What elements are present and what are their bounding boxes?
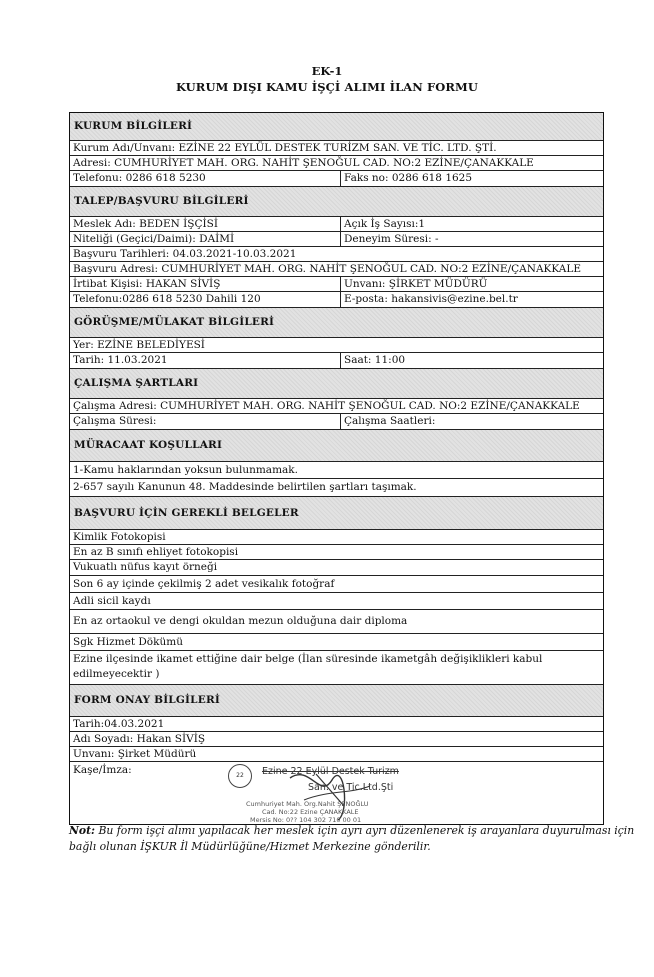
section-title: KURUM BİLGİLERİ <box>74 120 193 133</box>
section-calisma <box>70 369 603 399</box>
deneyim-suresi: Deneyim Süresi: - <box>340 232 603 246</box>
list-item <box>70 593 603 610</box>
calisma-saatleri: Çalışma Saatleri: <box>340 414 603 429</box>
belge-item-5: Adli sicil kaydı <box>73 594 151 607</box>
kurum-contact-row <box>70 171 603 187</box>
kurum-address-row <box>70 156 603 171</box>
section-title: GÖRÜŞME/MÜLAKAT BİLGİLERİ <box>74 316 275 329</box>
belge-item-2: En az B sınıfı ehliyet fotokopisi <box>73 545 239 558</box>
section-muracaat <box>70 430 603 462</box>
irtibat-unvani: Unvanı: ŞİRKET MÜDÜRÜ <box>340 277 603 291</box>
onay-tarih: Tarih:04.03.2021 <box>73 717 165 730</box>
belge-item-8: Ezine ilçesinde ikamet ettiğine dair belge (İlan süresinde ikametgâh değişiklikleri kabul edilmeyecektir ) <box>73 653 543 680</box>
irtibat-kisisi: İrtibat Kişisi: HAKAN SİVİŞ <box>73 277 221 290</box>
onay-ad-soyad: Adı Soyadı: Hakan SİVİŞ <box>73 732 206 745</box>
section-title: MÜRACAAT KOŞULLARI <box>74 439 223 452</box>
section-title: TALEP/BAŞVURU BİLGİLERİ <box>74 195 249 208</box>
belge-item-3: Vukuatlı nüfus kayıt örneği <box>73 561 218 574</box>
gorusme-row-2 <box>70 353 603 369</box>
talep-row-5 <box>70 277 603 292</box>
stamp-line-4: Cad. No:22 Ezine ÇANAKKALE <box>262 808 359 816</box>
section-kurum <box>70 113 603 141</box>
footer-note <box>69 823 639 855</box>
kurum-name-row <box>70 141 603 156</box>
basvuru-tarihleri: Başvuru Tarihleri: 04.03.2021-10.03.2021 <box>73 247 297 260</box>
kurum-address: Adresi: CUMHURİYET MAH. ORG. NAHİT ŞENOĞUL CAD. NO:2 EZİNE/ÇANAKKALE <box>73 156 534 169</box>
gorusme-row-1 <box>70 338 603 353</box>
talep-row-2 <box>70 232 603 247</box>
list-item <box>70 610 603 634</box>
stamp-line-1: Ezine 22 Eylül Destek Turizm <box>262 766 399 777</box>
belge-item-1: Kimlik Fotokopisi <box>73 530 166 543</box>
kurum-phone: Telefonu: 0286 618 5230 <box>73 172 206 185</box>
stamp-line-2: San. ve Tic.Ltd.Şti <box>308 782 394 793</box>
calisma-row-2 <box>70 414 603 430</box>
onay-row-1 <box>70 717 603 732</box>
belge-item-6: En az ortaokul ve dengi okuldan mezun olduğuna dair diploma <box>73 615 408 628</box>
section-title: FORM ONAY BİLGİLERİ <box>74 694 220 707</box>
section-gorusme <box>70 308 603 338</box>
list-item <box>70 560 603 576</box>
gorusme-tarih: Tarih: 11.03.2021 <box>73 354 168 367</box>
onay-row-4 <box>70 762 603 824</box>
talep-row-6 <box>70 292 603 308</box>
kurum-name: Kurum Adı/Unvanı: EZİNE 22 EYLÜL DESTEK TURİZM SAN. VE TİC. LTD. ŞTİ. <box>73 141 497 154</box>
note-text: Bu form işçi alımı yapılacak her meslek için ayrı ayrı düzenlenerek iş arayanlara duyurulması için bağlı olunan İŞKUR İl Müdürlüğüne/Hizmet Merkezine gönderilir. <box>69 824 635 853</box>
list-item <box>70 462 603 479</box>
calisma-adresi: Çalışma Adresi: CUMHURİYET MAH. ORG. NAHİT ŞENOĞUL CAD. NO:2 EZİNE/ÇANAKKALE <box>73 399 580 412</box>
section-title: BAŞVURU İÇİN GEREKLİ BELGELER <box>74 506 299 519</box>
list-item <box>70 634 603 651</box>
basvuru-adresi: Başvuru Adresi: CUMHURİYET MAH. ORG. NAHİT ŞENOĞUL CAD. NO:2 EZİNE/ÇANAKKALE <box>73 262 582 275</box>
onay-row-2 <box>70 732 603 747</box>
muracaat-item-1: 1-Kamu haklarından yoksun bulunmamak. <box>73 463 298 476</box>
gorusme-saat: Saat: 11:00 <box>340 353 603 368</box>
section-title: ÇALIŞMA ŞARTLARI <box>74 377 199 390</box>
note-label: Not: <box>69 824 96 837</box>
calisma-row-1 <box>70 399 603 414</box>
form-title: KURUM DIŞI KAMU İŞÇİ ALIMI İLAN FORMU <box>175 80 478 94</box>
irtibat-telefonu: Telefonu:0286 618 5230 Dahili 120 <box>73 293 261 306</box>
muracaat-item-2: 2-657 sayılı Kanunun 48. Maddesinde belirtilen şartları taşımak. <box>73 481 417 494</box>
list-item <box>70 576 603 593</box>
onay-row-3 <box>70 747 603 762</box>
stamp-line-5: Mersis No: 0?? 104 302 710 00 01 <box>250 816 362 824</box>
section-talep <box>70 187 603 217</box>
irtibat-eposta: E-posta: hakansivis@ezine.bel.tr <box>340 292 603 307</box>
list-item <box>70 651 603 685</box>
talep-row-4 <box>70 262 603 277</box>
stamp-seal: 22 <box>228 764 252 788</box>
talep-row-1 <box>70 217 603 232</box>
niteligi: Niteliği (Geçici/Daimi): DAİMİ <box>73 232 235 245</box>
calisma-suresi: Çalışma Süresi: <box>73 415 157 428</box>
kurum-fax: Faks no: 0286 618 1625 <box>340 171 603 186</box>
acik-is-sayisi: Açık İş Sayısı:1 <box>340 217 603 231</box>
kase-imza: Kaşe/İmza: <box>73 764 132 776</box>
annex-label: EK-1 <box>311 64 343 78</box>
meslek-adi: Meslek Adı: BEDEN İŞÇİSİ <box>73 217 219 230</box>
gorusme-yer: Yer: EZİNE BELEDİYESİ <box>73 338 205 351</box>
belge-item-4: Son 6 ay içinde çekilmiş 2 adet vesikalık fotoğraf <box>73 577 335 590</box>
belge-item-7: Sgk Hizmet Dökümü <box>73 635 183 648</box>
list-item <box>70 530 603 545</box>
list-item <box>70 545 603 560</box>
section-belgeler <box>70 497 603 530</box>
onay-unvani: Unvanı: Şirket Müdürü <box>73 747 197 760</box>
form-table <box>69 112 604 825</box>
talep-row-3 <box>70 247 603 262</box>
list-item <box>70 479 603 497</box>
stamp-line-3: Cumhuriyet Mah. Org.Nahit ŞENOĞLU <box>246 800 369 808</box>
section-onay <box>70 685 603 717</box>
